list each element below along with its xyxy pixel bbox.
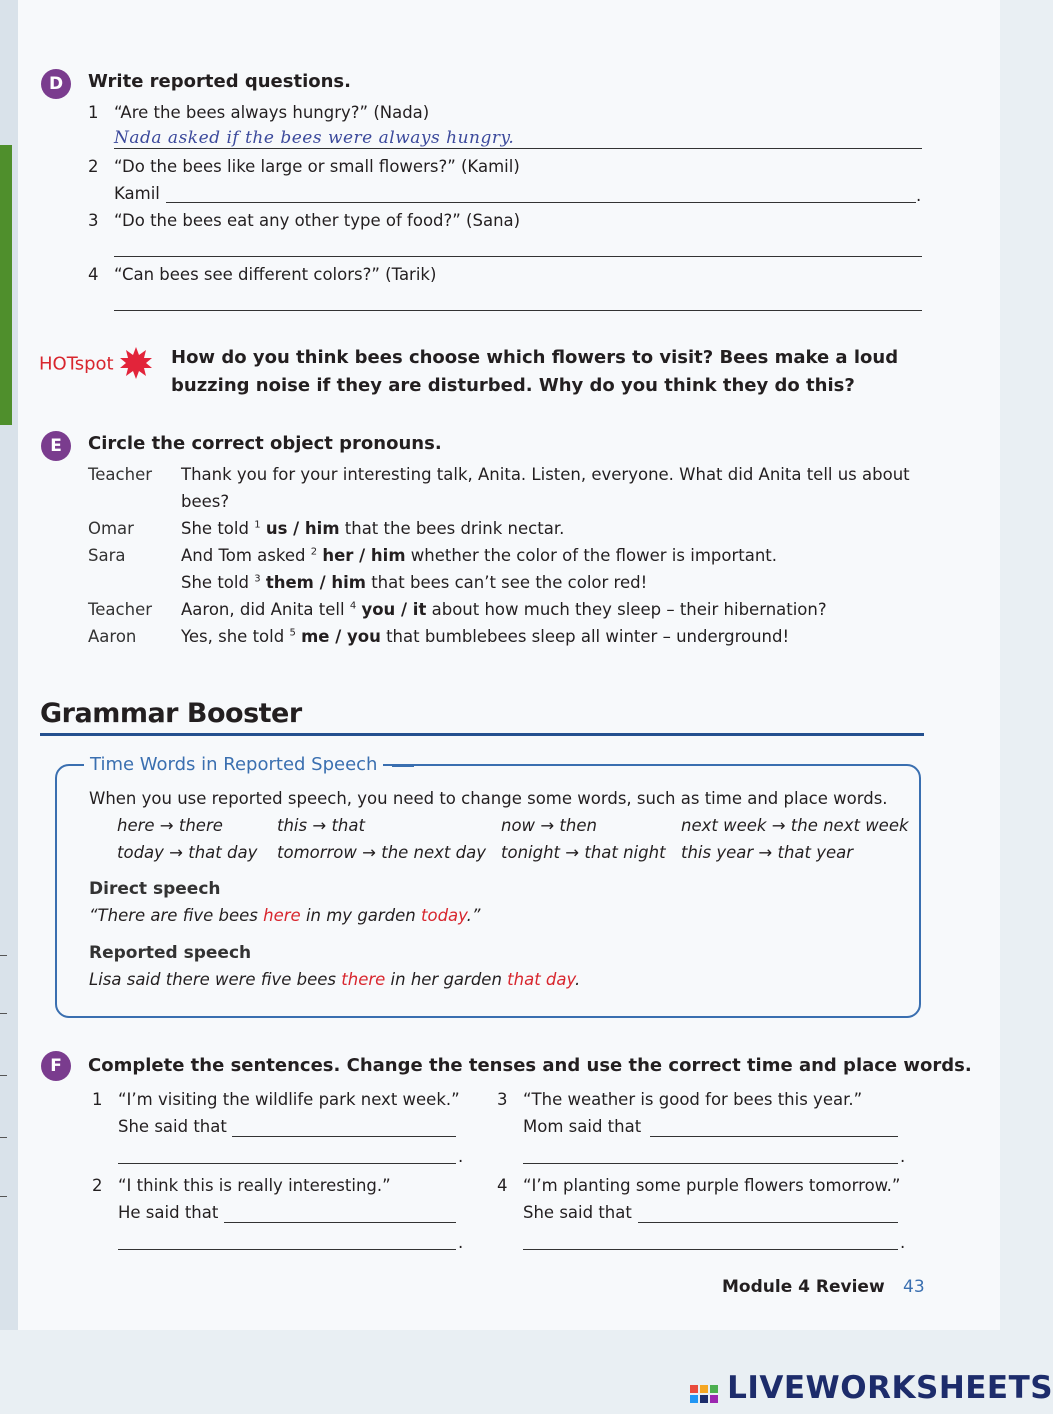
edge-tick	[0, 1075, 7, 1076]
answer-line	[114, 148, 922, 149]
pronoun-choice[interactable]: us / him	[265, 519, 340, 538]
pronoun-choice[interactable]: her / him	[322, 546, 406, 565]
answer-line	[224, 1222, 456, 1223]
liveworksheets-watermark[interactable]	[690, 1370, 1053, 1406]
answer-field[interactable]	[118, 1227, 456, 1249]
time-word-pair: this → that	[277, 816, 365, 835]
period: .	[900, 1147, 906, 1166]
section-d-heading: Write reported questions.	[88, 71, 351, 92]
arrow-icon: →	[758, 843, 773, 862]
hotspot-line: buzzing noise if they are disturbed. Why do you think they do this?	[171, 375, 855, 396]
answer-field[interactable]	[523, 1227, 898, 1249]
quote-text: “I’m planting some purple flowers tomorrow.”	[523, 1176, 901, 1195]
hotspot-label-group	[39, 346, 153, 384]
pronoun-choice[interactable]: me / you	[301, 627, 381, 646]
item-number: 2	[88, 157, 99, 176]
answer-field[interactable]	[168, 182, 916, 204]
section-e-badge: E	[41, 431, 71, 461]
answer-line	[650, 1136, 898, 1137]
question-text: “Do the bees like large or small flowers?” (Kamil)	[114, 157, 520, 176]
module-label: Module 4 Review	[722, 1277, 885, 1297]
arrow-icon: →	[771, 816, 786, 835]
answer-field[interactable]	[114, 234, 922, 256]
reported-speech-label: Reported speech	[89, 943, 252, 963]
page-number: 43	[903, 1277, 925, 1297]
question-text: “Do the bees eat any other type of food?” (Sana)	[114, 211, 521, 230]
starburst-icon	[119, 346, 153, 384]
arrow-icon: →	[159, 816, 174, 835]
speaker-name: Teacher	[88, 600, 153, 619]
item-number: 2	[92, 1176, 103, 1195]
arrow-icon: →	[362, 843, 376, 862]
quote-text: “I’m visiting the wildlife park next week.”	[118, 1090, 460, 1109]
edge-tick	[0, 1013, 7, 1014]
green-edge-tab	[0, 145, 12, 425]
answer-prefix: Mom said that	[523, 1117, 642, 1136]
item-number: 3	[497, 1090, 508, 1109]
pronoun-choice[interactable]: them / him	[265, 573, 366, 592]
time-word-pair: next week → the next week	[681, 816, 909, 835]
answer-line	[118, 1163, 456, 1164]
grammar-booster-title: Grammar Booster	[40, 698, 302, 729]
answer-line	[523, 1163, 898, 1164]
speaker-name: Omar	[88, 519, 134, 538]
question-text: “Can bees see different colors?” (Tarik)	[114, 265, 437, 284]
arrow-icon: →	[540, 816, 555, 835]
answer-prefix: She said that	[118, 1117, 227, 1136]
section-rule	[40, 733, 924, 736]
quote-text: “I think this is really interesting.”	[118, 1176, 391, 1195]
dialogue-line: She told $^1$ us / him that the bees drink nectar.	[181, 519, 565, 538]
answer-line	[114, 310, 922, 311]
section-f-heading: Complete the sentences. Change the tenses and use the correct time and place words.	[88, 1055, 972, 1076]
period: .	[900, 1233, 906, 1252]
answer-line	[638, 1222, 898, 1223]
section-e-heading: Circle the correct object pronouns.	[88, 433, 442, 454]
dialogue-line: Yes, she told $^5$ me / you that bumblebees sleep all winter – underground!	[181, 627, 790, 646]
hotspot-question	[171, 344, 898, 400]
direct-speech-example: “There are five bees here in my garden today.”	[89, 906, 481, 925]
liveworksheets-text: LIVEWORKSHEETS	[727, 1370, 1053, 1406]
grammar-box-title: Time Words in Reported Speech	[84, 754, 383, 775]
item-number: 1	[92, 1090, 103, 1109]
grammar-intro: When you use reported speech, you need to change some words, such as time and place words.	[89, 789, 888, 808]
reported-speech-example: Lisa said there were five bees there in her garden that day.	[89, 970, 581, 989]
hotspot-line: How do you think bees choose which flowers to visit? Bees make a loud	[171, 347, 899, 368]
arrow-icon: →	[169, 843, 183, 862]
time-word-pair: this year → that year	[681, 843, 854, 862]
dialogue-line: Thank you for your interesting talk, Anita. Listen, everyone. What did Anita tell us about	[181, 465, 910, 484]
period: .	[458, 1233, 464, 1252]
answer-line	[118, 1249, 456, 1250]
section-d-badge: D	[41, 69, 71, 99]
answer-prefix: She said that	[523, 1203, 632, 1222]
time-word-pair: now → then	[501, 816, 597, 835]
speaker-name: Aaron	[88, 627, 137, 646]
time-word-pair: tonight → that night	[501, 843, 666, 862]
answer-prefix: Kamil	[114, 184, 160, 203]
quote-text: “The weather is good for bees this year.”	[523, 1090, 863, 1109]
answer-field[interactable]	[650, 1114, 898, 1136]
edge-tick	[0, 1196, 7, 1197]
item-number: 3	[88, 211, 99, 230]
answer-field[interactable]	[224, 1200, 456, 1222]
dialogue-line: She told $^3$ them / him that bees can’t see the color red!	[181, 573, 648, 592]
item-number: 4	[497, 1176, 508, 1195]
time-word-pair: tomorrow → the next day	[277, 843, 486, 862]
time-word-pair: here → there	[117, 816, 223, 835]
edge-tick	[0, 1137, 7, 1138]
answer-line	[523, 1249, 898, 1250]
answer-prefix: He said that	[118, 1203, 219, 1222]
item-number: 4	[88, 265, 99, 284]
edge-tick	[0, 955, 7, 956]
speaker-name: Sara	[88, 546, 126, 565]
answer-field[interactable]	[523, 1141, 898, 1163]
direct-speech-label: Direct speech	[89, 879, 221, 899]
answer-field[interactable]	[232, 1114, 456, 1136]
answer-line	[232, 1136, 456, 1137]
answer-field[interactable]	[118, 1141, 456, 1163]
item-number: 1	[88, 103, 99, 122]
box-title-bar	[392, 764, 414, 767]
arrow-icon: →	[565, 843, 580, 862]
speaker-name: Teacher	[88, 465, 153, 484]
answer-field[interactable]	[638, 1200, 898, 1222]
section-f-badge: F	[41, 1051, 71, 1081]
answer-line	[114, 256, 922, 257]
arrow-icon: →	[312, 816, 327, 835]
answer-field[interactable]	[114, 288, 922, 310]
period: .	[916, 186, 922, 205]
dialogue-line: And Tom asked $^2$ her / him whether the color of the flower is important.	[181, 546, 777, 565]
time-word-pair: today → that day	[117, 843, 258, 862]
dialogue-line: Aaron, did Anita tell $^4$ you / it about how much they sleep – their hibernation?	[181, 600, 827, 619]
period: .	[458, 1147, 464, 1166]
dialogue-line: bees?	[181, 492, 230, 511]
liveworksheets-logo-icon	[690, 1385, 718, 1403]
answer-line	[166, 202, 916, 203]
question-text: “Are the bees always hungry?” (Nada)	[114, 103, 430, 122]
hotspot-label: HOTspot	[39, 353, 114, 375]
answer-field[interactable]: Nada asked if the bees were always hungry.	[114, 128, 515, 148]
pronoun-choice[interactable]: you / it	[361, 600, 427, 619]
